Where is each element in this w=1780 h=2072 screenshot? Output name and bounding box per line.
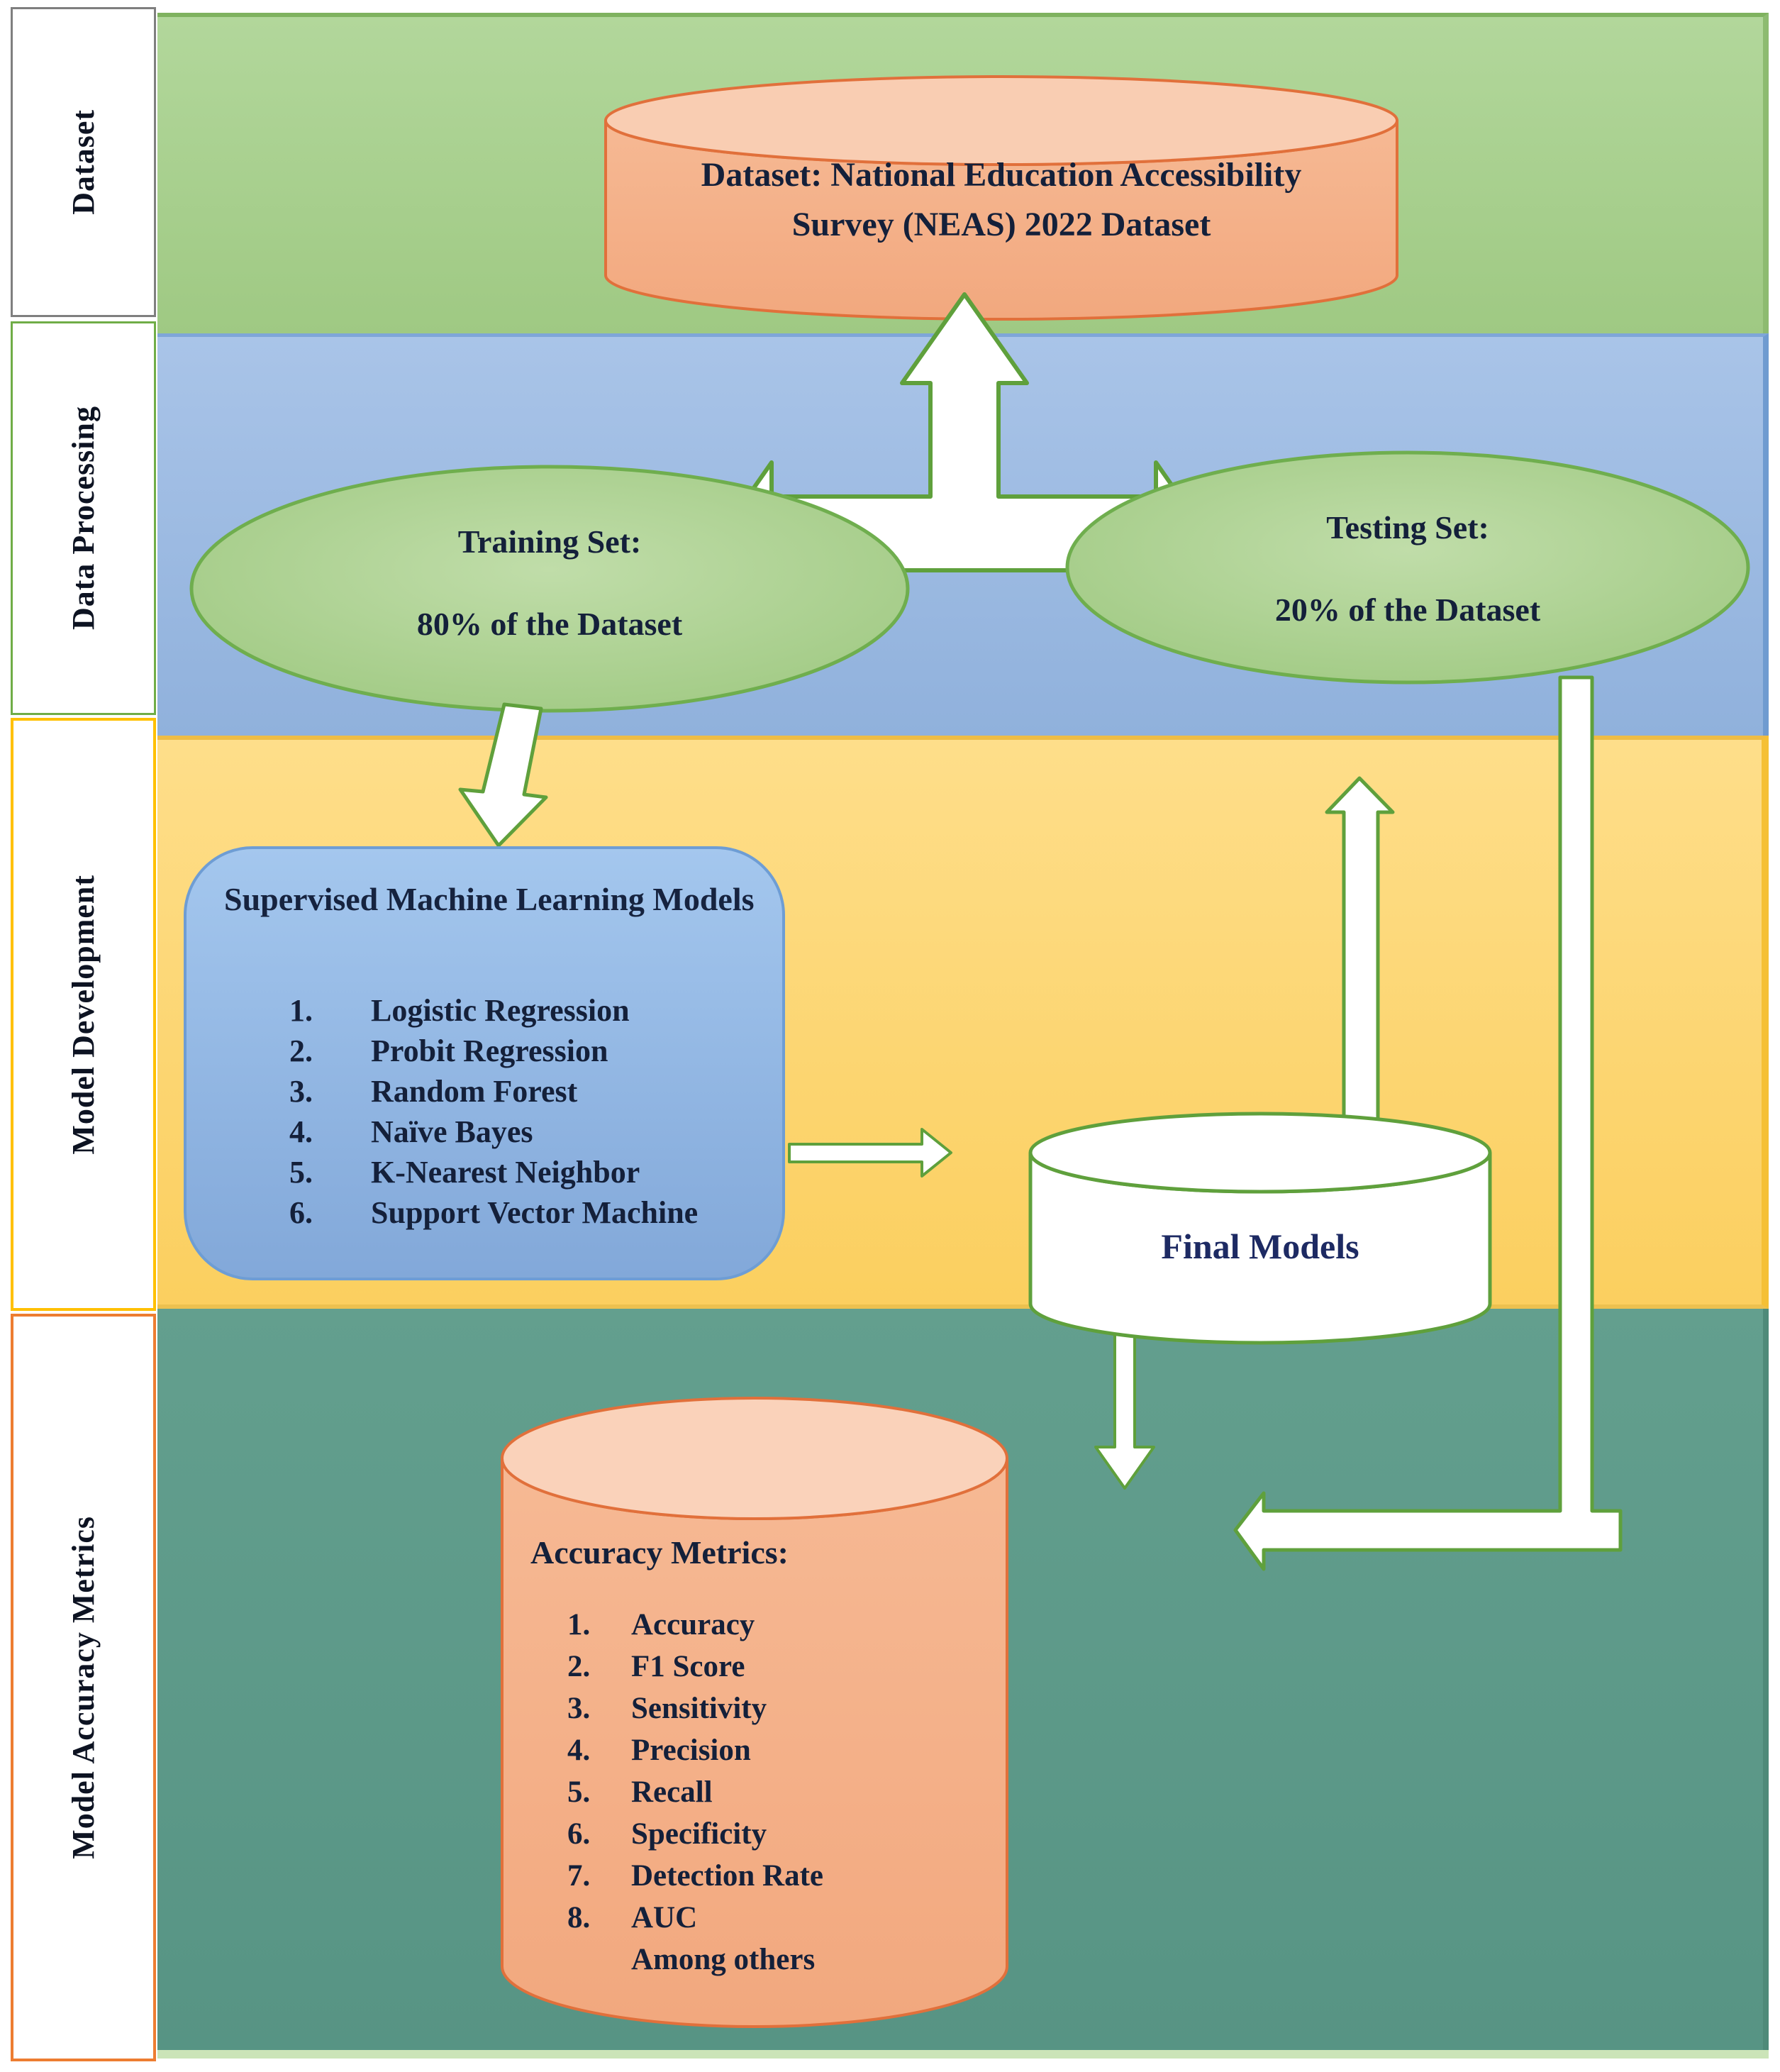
metric-item-number: 4. [567,1734,591,1767]
metric-item-label: Detection Rate [631,1859,824,1893]
metric-list-item [567,1646,993,1688]
model-list-item [289,1031,779,1071]
model-item-label: Probit Regression [371,1034,608,1068]
model-item-label: Logistic Regression [371,993,630,1028]
model-list-item [289,1192,779,1233]
metric-item-number: 6. [567,1817,591,1851]
testing-set-text [1099,509,1716,628]
model-item-label: Random Forest [371,1074,578,1109]
metric-item-label: Specificity [631,1817,767,1851]
metric-list-footer [567,1939,993,1980]
arrow-models-to-final [789,1129,951,1176]
dataset-cylinder-line1: Dataset: National Education Accessibility [701,156,1302,194]
metric-item-number: 7. [567,1859,591,1893]
metric-item-number: 8. [567,1901,591,1934]
metric-list-item [567,1771,993,1813]
metric-item-label: Recall [631,1775,713,1809]
metric-list-item [567,1813,993,1855]
metric-list-item [567,1897,993,1939]
metric-item-number: 2. [567,1650,591,1683]
lane-label-model-accuracy-metrics: Model Accuracy Metrics [66,1516,101,1859]
testing-set-line1: Testing Set: [1326,509,1489,545]
metric-list-item [567,1604,993,1646]
metric-item-number: 3. [567,1692,591,1725]
model-list-item [289,1112,779,1152]
model-item-number: 4. [289,1114,313,1149]
model-list-item [289,1071,779,1112]
lane-label-data-processing: Data Processing [66,406,101,631]
model-item-label: K-Nearest Neighbor [371,1155,640,1190]
metric-item-label: F1 Score [631,1650,745,1683]
metric-item-label: AUC [631,1901,698,1934]
model-item-label: Support Vector Machine [371,1195,699,1230]
model-list-item [289,1152,779,1192]
lane-label-dataset: Dataset [66,109,101,215]
model-item-number: 6. [289,1195,313,1230]
model-item-number: 2. [289,1034,313,1068]
model-item-number: 5. [289,1155,313,1190]
dataset-cylinder-text [624,150,1379,250]
metric-list-item [567,1688,993,1729]
arrow-final-down [1096,1332,1154,1488]
model-item-number: 3. [289,1074,313,1109]
lane-label-model-development: Model Development [66,874,101,1155]
metric-item-label: Sensitivity [631,1692,767,1725]
supervised-models-heading: Supervised Machine Learning Models [224,881,755,917]
arrow-final-to-testing [1327,778,1393,1121]
metric-item-number: 1. [567,1608,591,1641]
metric-list-item [567,1729,993,1771]
dataset-cylinder-line2: Survey (NEAS) 2022 Dataset [791,206,1211,243]
training-set-text [227,523,872,643]
model-item-number: 1. [289,993,313,1028]
model-list-item [289,990,779,1031]
accuracy-metrics-list [567,1604,993,1980]
final-models-label: Final Models [1161,1226,1359,1266]
metric-footer-label: Among others [631,1943,816,1976]
metric-item-label: Accuracy [631,1608,755,1641]
model-item-label: Naïve Bayes [371,1114,533,1149]
metric-list-item [567,1855,993,1897]
metric-item-number: 5. [567,1775,591,1809]
training-set-line1: Training Set: [457,523,642,560]
training-set-line2: 80% of the Dataset [416,606,683,642]
accuracy-metrics-heading: Accuracy Metrics: [530,1534,789,1570]
testing-set-line2: 20% of the Dataset [1274,592,1541,628]
metric-item-label: Precision [631,1734,751,1767]
supervised-models-list [289,990,779,1233]
arrow-training-to-models [460,704,546,846]
